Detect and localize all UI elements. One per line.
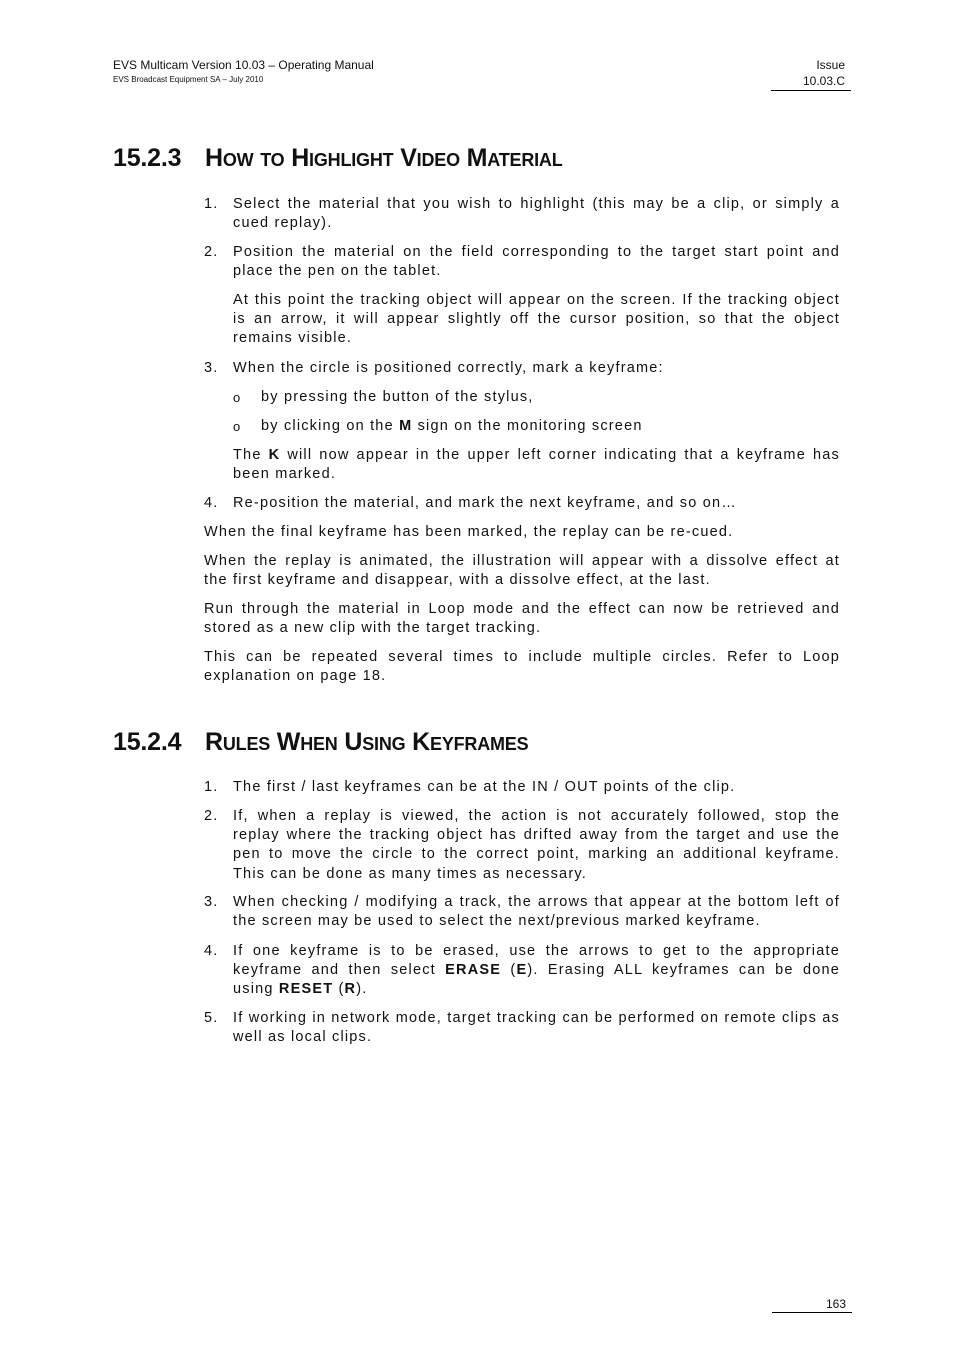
section-heading-rules xyxy=(113,728,528,757)
bold-keyword: ERASE xyxy=(445,962,502,979)
bold-keyword: K xyxy=(268,447,281,463)
section-number: 15.2.3 xyxy=(113,144,182,172)
bullet-text: by pressing the button of the stylus, xyxy=(261,389,534,405)
list-item xyxy=(204,359,840,378)
text-run: ( xyxy=(333,981,345,998)
section-number: 15.2.4 xyxy=(113,728,182,756)
list-item-text: When the circle is positioned correctly, mark a keyframe: xyxy=(233,360,664,376)
text-run: sign on the monitoring screen xyxy=(412,418,643,434)
list-item xyxy=(204,1009,840,1047)
list-item xyxy=(204,942,840,1000)
list-marker: 3. xyxy=(204,894,219,910)
list-item-text: When checking / modifying a track, the arrows that appear at the bottom left of the screen may be used to select the next/previous marked keyframe. xyxy=(233,894,840,930)
page-header-left xyxy=(113,57,374,85)
issue-label: Issue xyxy=(816,58,845,72)
paragraph: When the final keyframe has been marked, the replay can be re-cued. xyxy=(204,524,734,540)
list-item-text: The first / last keyframes can be at the IN / OUT points of the clip. xyxy=(233,779,736,795)
manual-title: EVS Multicam Version 10.03 – Operating Manual xyxy=(113,58,374,72)
list-marker: 2. xyxy=(204,244,219,260)
bold-keyword: M xyxy=(399,418,413,434)
text-run: ( xyxy=(501,962,517,979)
paragraph: When the replay is animated, the illustration will appear with a dissolve effect at the first keyframe and disappear, with a dissolve effect, at the last. xyxy=(204,553,840,589)
bold-keyword: R xyxy=(344,981,357,998)
list-item-text: Select the material that you wish to highlight (this may be a clip, or simply a cued replay). xyxy=(233,196,840,232)
bullet-item xyxy=(233,388,840,407)
list-item-note xyxy=(233,446,840,484)
list-item xyxy=(204,778,840,797)
section-title: How to Highlight Video Material xyxy=(205,144,563,172)
list-item-text: Re-position the material, and mark the next keyframe, and so on… xyxy=(233,495,737,511)
list-marker: 5. xyxy=(204,1010,219,1026)
list-marker: 4. xyxy=(204,495,219,511)
list-item-text xyxy=(233,942,840,1000)
list-marker: 1. xyxy=(204,779,219,795)
bullet-item xyxy=(233,417,840,436)
section-heading-highlight xyxy=(113,144,563,173)
page-header-right xyxy=(771,57,851,91)
list-item-note: At this point the tracking object will appear on the screen. If the tracking object is an arrow, it will appear slightly off the cursor position, so that the object remains visible. xyxy=(233,292,840,347)
issue-value: 10.03.C xyxy=(771,73,851,91)
list-item xyxy=(204,494,840,513)
paragraph: Run through the material in Loop mode and the effect can now be retrieved and stored as a new clip with the target tracking. xyxy=(204,601,840,637)
list-item-text: If working in network mode, target tracking can be performed on remote clips as well as local clips. xyxy=(233,1010,840,1046)
bullet-marker: o xyxy=(233,390,242,405)
bold-keyword: RESET xyxy=(278,981,334,998)
list-marker: 4. xyxy=(204,943,219,959)
page-number: 163 xyxy=(772,1296,852,1313)
text-run: The xyxy=(233,447,269,463)
list-item-text: If, when a replay is viewed, the action is not accurately followed, stop the replay where the tracking object has drifted away from the target and use the pen to move the circle to the correct point, marking an additional keyframe. This can be done as many times as necessary. xyxy=(233,808,840,882)
list-marker: 2. xyxy=(204,808,219,824)
list-item xyxy=(204,807,840,884)
list-item xyxy=(204,195,840,233)
paragraph: This can be repeated several times to include multiple circles. Refer to Loop explanation on page 18. xyxy=(204,649,840,685)
list-item xyxy=(204,893,840,931)
list-marker: 3. xyxy=(204,360,219,376)
bold-keyword: E xyxy=(516,962,528,979)
manual-subtitle: EVS Broadcast Equipment SA – July 2010 xyxy=(113,75,264,84)
bullet-marker: o xyxy=(233,419,242,434)
bullet-text xyxy=(261,417,840,436)
text-run: by clicking on the xyxy=(261,418,400,434)
text-run: will now appear in the upper left corner indicating that a keyframe has been marked. xyxy=(233,447,840,483)
section-title: Rules When Using Keyframes xyxy=(205,728,529,756)
list-item-text: Position the material on the field corresponding to the target start point and place the pen on the tablet. xyxy=(233,244,840,280)
text-run: ). xyxy=(356,981,368,998)
text-run: If one keyframe is to be erased, use the arrows to get to the appropriate keyframe and then select xyxy=(233,943,840,979)
list-marker: 1. xyxy=(204,196,219,212)
text-run: ). Erasing ALL keyframes can be done using xyxy=(233,962,840,998)
list-item xyxy=(204,243,840,281)
